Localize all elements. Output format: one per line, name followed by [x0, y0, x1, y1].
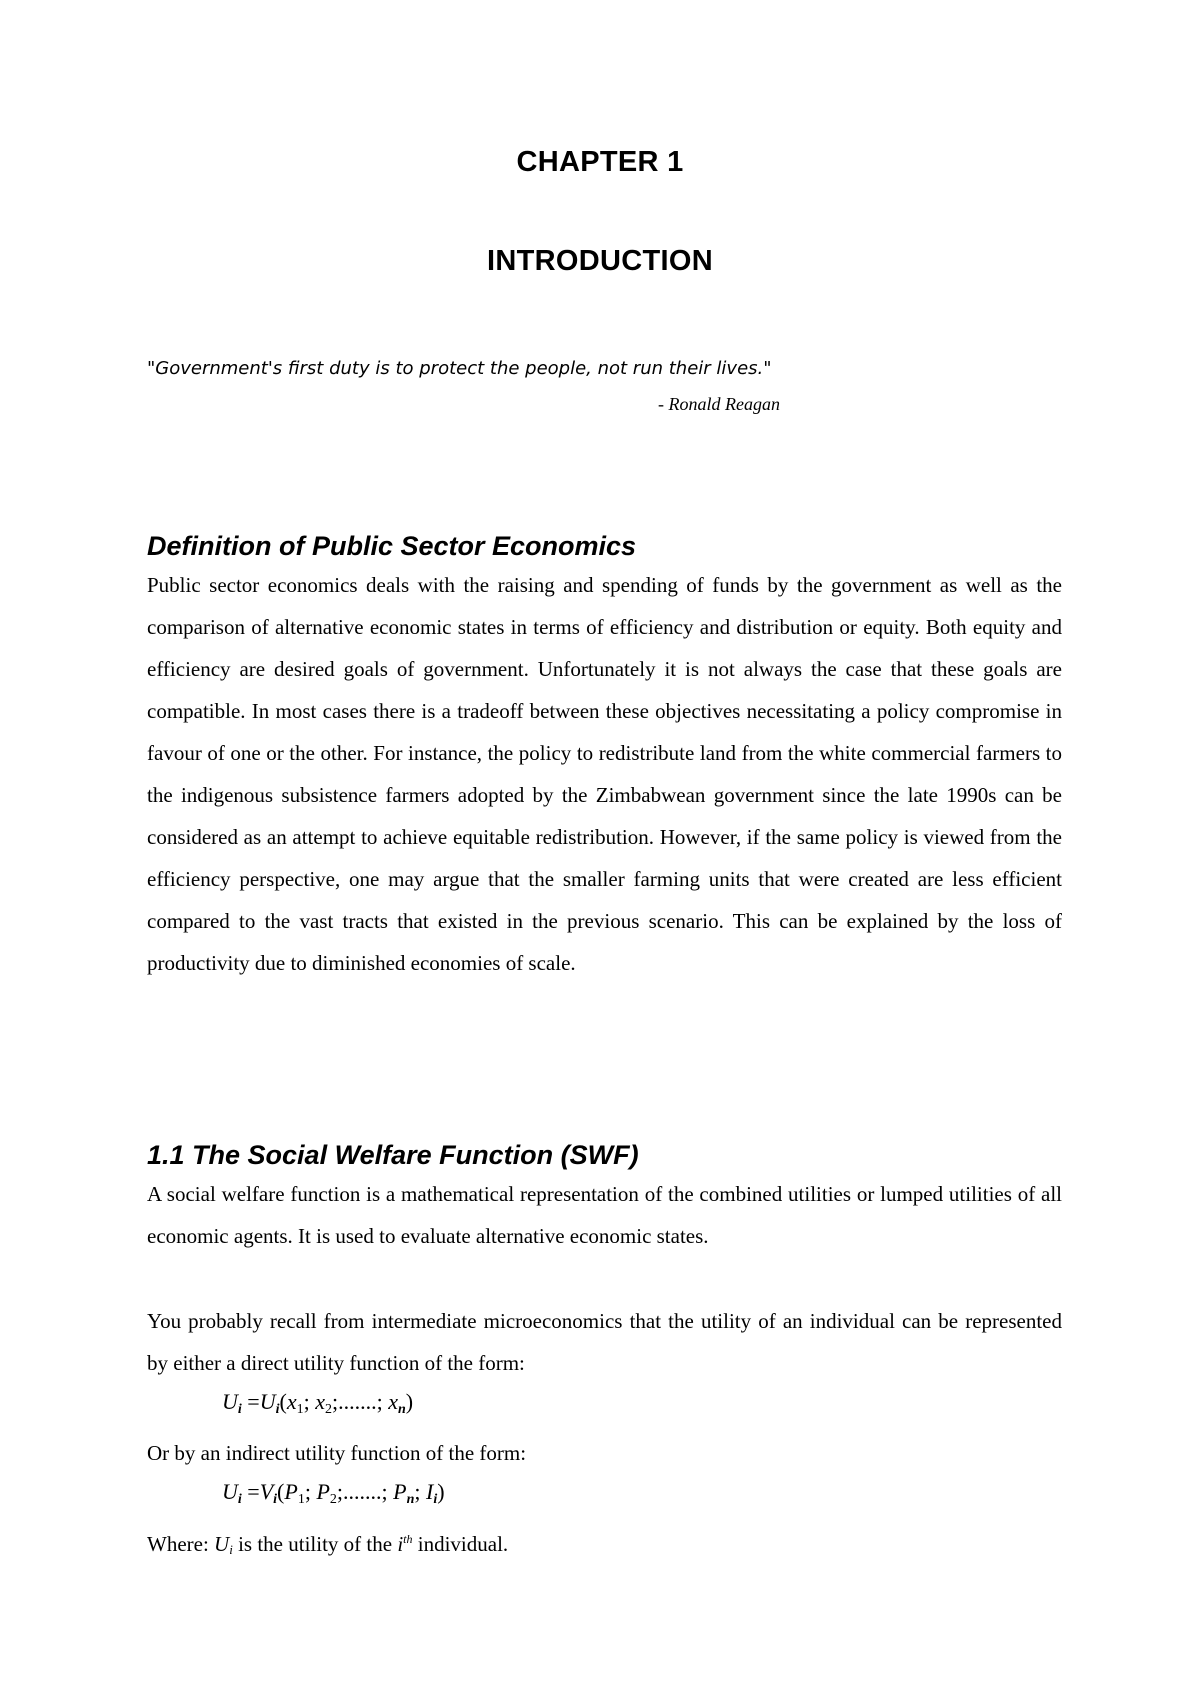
swf-recall-paragraph: You probably recall from intermediate microeconomics that the utility of an individual can be represented by either a direct utility function of the form:: [147, 1309, 1062, 1375]
where-definition: [147, 1532, 508, 1558]
direct-utility-equation: $U_i =U_i(x_1$; $x_2$;.......; $x_n$): [222, 1389, 414, 1417]
where-symbol-sub: i: [229, 1542, 233, 1557]
where-prefix: Where:: [147, 1532, 209, 1556]
where-suffix: individual.: [417, 1532, 509, 1556]
indirect-intro-text: Or by an indirect utility function of the form:: [147, 1441, 527, 1465]
where-mid: is the utility of the: [238, 1532, 393, 1556]
where-symbol: U: [214, 1532, 230, 1556]
swf-definition-paragraph: A social welfare function is a mathematical representation of the combined utilities or lumped utilities of all economic agents. It is used to evaluate alternative economic states.: [147, 1182, 1062, 1248]
section-heading-definition: Definition of Public Sector Economics: [147, 531, 637, 561]
indirect-utility-equation: $U_i =V_i(P_1$; $P_2$;.......; $P_n$; $I_i$): [222, 1479, 445, 1507]
epigraph-author: - Ronald Reagan: [658, 394, 780, 414]
chapter-title: INTRODUCTION: [487, 245, 713, 277]
epigraph-quote: "Government's first duty is to protect the people, not run their lives.": [147, 358, 772, 379]
section-heading-swf: 1.1 The Social Welfare Function (SWF): [147, 1140, 639, 1170]
where-index: i: [397, 1532, 404, 1556]
chapter-label: CHAPTER 1: [516, 146, 684, 178]
where-index-sup: th: [403, 1532, 413, 1546]
definition-paragraph: Public sector economics deals with the raising and spending of funds by the government as well as the comparison of alternative economic states in terms of efficiency and distribution or equity. Both equity and efficiency are desired goals of government. Unfortunately it is not always the case that these goals are compatible. In most cases there is a tradeoff between these objectives necessitating a policy compromise in favour of one or the other. For instance, the policy to redistribute land from the white commercial farmers to the indigenous subsistence farmers adopted by the Zimbabwean government since the late 1990s can be considered as an attempt to achieve equitable redistribution. However, if the same policy is viewed from the efficiency perspective, one may argue that the smaller farming units that were created are less efficient compared to the vast tracts that existed in the previous scenario. This can be explained by the loss of productivity due to diminished economies of scale.: [147, 573, 1062, 975]
